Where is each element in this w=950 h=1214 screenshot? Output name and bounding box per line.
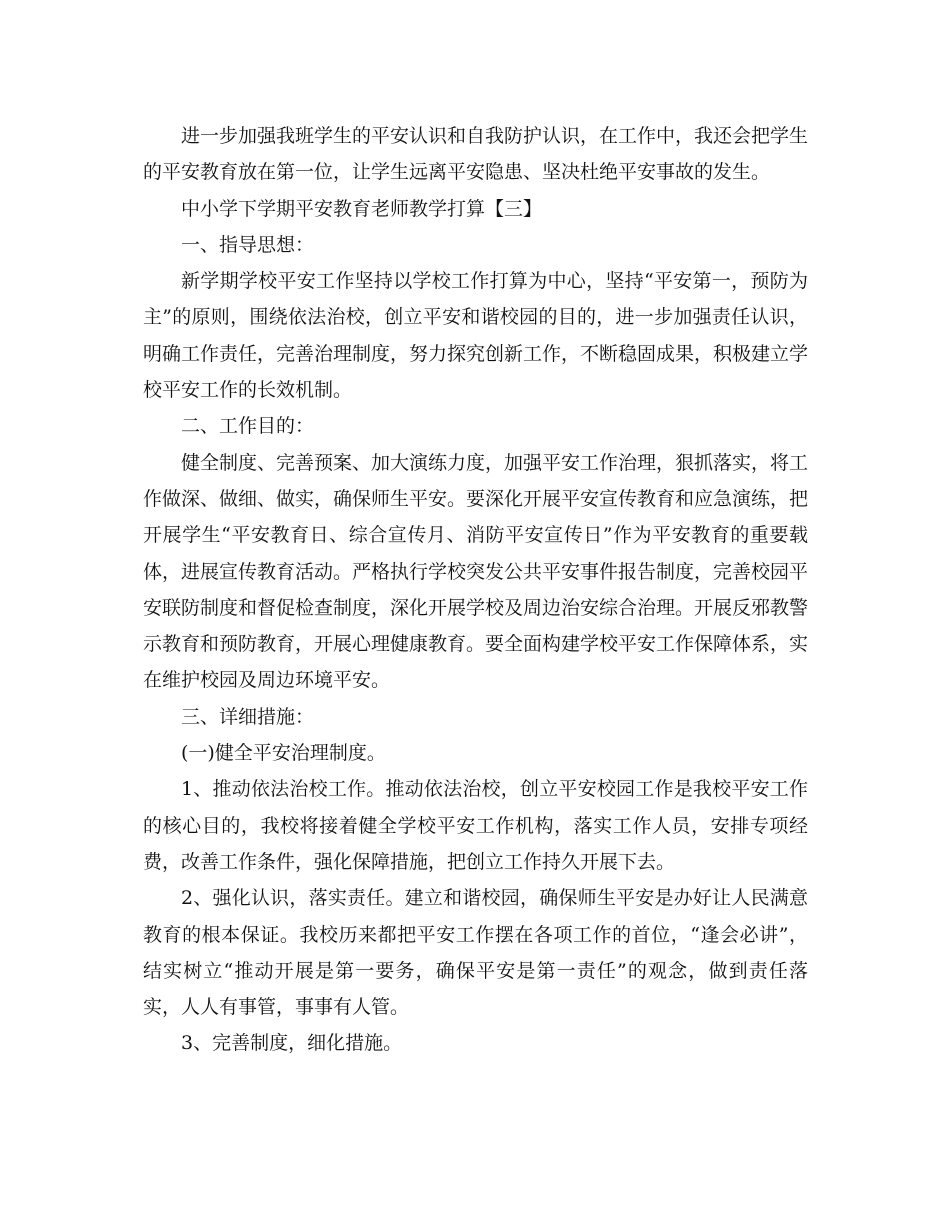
section-title: 中小学下学期平安教育老师教学打算【三】: [181, 197, 543, 220]
paragraph-measure-1: 1、推动依法治校工作。推动依法治校，创立平安校园工作是我校平安工作的核心目的，我校将接着健全学校平安工作机构，落实工作人员，安排专项经费，改善工作条件，强化保障措施，把创立工作持久开展下去。: [143, 778, 808, 873]
paragraph-measure-3: 3、完善制度，细化措施。: [181, 1032, 403, 1055]
subheading-safety-management: (一)健全平安治理制度。: [181, 742, 386, 765]
heading-guiding-thought: 一、指导思想：: [181, 233, 315, 256]
document-body: [143, 118, 808, 1062]
heading-detailed-measures: 三、详细措施：: [181, 705, 315, 728]
paragraph-intro-continuation: 进一步加强我班学生的平安认识和自我防护认识，在工作中，我还会把学生的平安教育放在第一位，让学生远离平安隐患、坚决杜绝平安事故的发生。: [143, 125, 809, 184]
heading-work-goals: 二、工作目的：: [181, 415, 315, 438]
paragraph-measure-2: 2、强化认识，落实责任。建立和谐校园，确保师生平安是办好让人民满意教育的根本保证。我校历来都把平安工作摆在各项工作的首位，“逢会必讲”，结实树立“推动开展是第一要务，确保平安是第一责任”的观念，做到责任落实，人人有事管，事事有人管。: [143, 887, 808, 1019]
paragraph-work-goals: 健全制度、完善预案、加大演练力度，加强平安工作治理，狠抓落实，将工作做深、做细、做实，确保师生平安。要深化开展平安宣传教育和应急演练，把开展学生“平安教育日、综合宣传月、消防平安宣传日”作为平安教育的重要载体，进展宣传教育活动。严格执行学校突发公共平安事件报告制度，完善校园平安联防制度和督促检查制度，深化开展学校及周边治安综合治理。开展反邪教警示教育和预防教育，开展心理健康教育。要全面构建学校平安工作保障体系，实在维护校园及周边环境平安。: [143, 451, 809, 692]
paragraph-guiding-thought: 新学期学校平安工作坚持以学校工作打算为中心，坚持“平安第一，预防为主”的原则，围绕依法治校，创立平安和谐校园的目的，进一步加强责任认识，明确工作责任，完善治理制度，努力探究创新工作，不断稳固成果，积极建立学校平安工作的长效机制。: [143, 270, 809, 402]
